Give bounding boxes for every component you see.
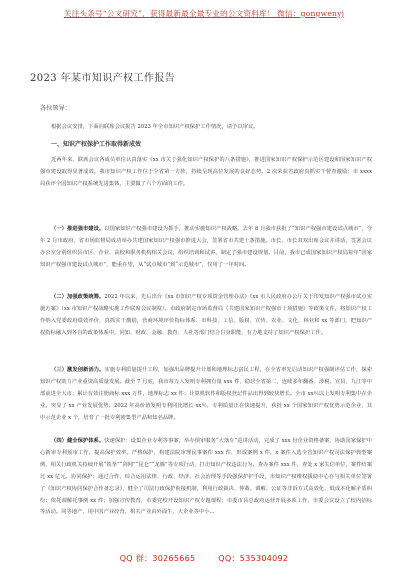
paragraph-heading: （三）激发创新活力。 <box>51 367 105 373</box>
section-heading: 一、知识产权保护工作取得新成效 <box>51 141 142 148</box>
paragraph-heading: （二）加强政策统筹。 <box>51 294 105 300</box>
paragraph-heading: （四）健全保护体系。 <box>51 438 105 444</box>
paragraph-heading: （一）推进强市建设。 <box>51 226 105 232</box>
section-intro-paragraph: 近两年来，联席会议各成员单位认真落实《xx 市关于强化知识产权保护的八条措施》，推进国家知识产权保护示范区建设和国家知识产权强市建设取得显著成效。我市知识产权工作位于全省第一方阵，持续呈现高位发展的良好态势。2 次荣获省政府真抓实干督查激励；市 xxxx 局获评全国知识产权系统先进集体，主要做了六个方面的工作。 <box>40 157 372 187</box>
paragraph-innovation <box>40 365 372 425</box>
paragraph-body: 实施专利质量提升工程，加强出品牌提升计划和地理标志富民工程，在全省率先启动知识产权强制评估工作，探索知识产权助力产业重资高质量发展。截至 7 月底，我市每万人发明专利拥有量 xxx 件，稳居全省第二，连续多年翻番、涉税、宣县、九江等中部前进全大市；累计有效注册商标 xxx 万件，地理标志 xx 件；计算机软件和版权登记件品出得到较快增长。全市 xx％以上发明专利集中在企业。突显了 xx 产业发展优势。2022 年高价值发明专利同比增长 xx％，专利质量正在快速提升，获批 xx 个国家知识产权优势示范企业，其中示范企业 x 个，培育了一批专利密集型产品和知名品牌。 <box>40 367 372 421</box>
qq-group-label: QQ 群：30265665 <box>119 554 196 563</box>
promo-banner-link[interactable] <box>0 8 408 19</box>
intro-paragraph: 根据会议安排，下面向联席会议报告 2023 年全市知识产权保护工作情况，请予以审议。 <box>51 124 259 130</box>
promo-banner-text: 关注头条号“公文研究”，获得最新最全最专业的公文资料库！ 微信：gongwenyj <box>63 9 345 18</box>
paragraph-body: 以国家知识产权强市建设为抓手，推动实施知识产权战略。去年 8 月我市获批了“知识产权强市建设试点城市”，今年 2 月市政府、省市场监督局成功举办共建国家知识产权强市推进大会，签署省市共建十条措施。市长、市长双双出席会议并讲话，签署会议办公室分别组织县市区、企业、高校和职务机构相关会议，组织培训和试讲，制定了强市建设规划。目前，我市已成国家知识产权局每年“国家知识产权强市建设试点城市”，能重在望，从“试点城市”到“示范城市”，仅用了一年时间。 <box>40 226 372 268</box>
paragraph-strong-city <box>40 224 372 272</box>
paragraph-policy <box>40 292 372 340</box>
paragraph-protection <box>40 436 372 546</box>
contact-footer <box>0 553 408 564</box>
greeting: 各位领导： <box>40 105 71 112</box>
paragraph-body: 2022 年以来，先后出台《xx 市知识产权专项资金管理办法》《xx 市人民政府办公厅关于印发知识产权强市试点实施方案》（xx 市知识产权战略实施工作联席会议制度）。市政府制定市场监督局《共建国家知识产权强市十项措施》等政策文件，将知识产权工作纳入党委政府绩效评价，真抓实干激励，营商环境评价指标体系、市科技、工信、版权、宣传、农业、文化、林业和 xx 等部门，把知识产权指标融入到各自的政策体系中，同知、财政、金融、教育、人社等部门结合自身职能，有力地支持了知识产权保护工作。 <box>40 294 372 336</box>
document-title: 2023 年某市知识产权工作报告 <box>30 73 176 84</box>
qq-label: QQ：535304092 <box>218 554 289 563</box>
paragraph-body: 快速保护：设集企业专利等事案，举办预审服务“大落车”巡讲活动，完成了 xxx 份企业资格备案，协助国家保护中心新审专利预审工作。提高保护效率。严格保护，构建法院审理民事案件 xxx 件，形成案例 x 件，x 案件入选全省知识产权司法保护典型案例，相关行政机关持续开展“铁拳”“剑网”“昆仑”“龙腾”等专项行动，打击知识产权违法行为，查办案件 xxx 件，查处 x 家失信单位，案件结案比 xx 亿元。协同保护：通过合作，综合运用法律、行政、经济、社会治理等手段强保护护手段，市知识产权维权援助中心在与相关单位签署了《知识产权协同保护合作备忘录》，健全了司法行政保护衔接机制，利用行政裁决、仲裁、调解、公证等非诉方式高效化、低成本化解矛盾纠纷；依托调解托事例 xx 件；加强宣传教育，市委党校开设知识产权专题课程；市委市县总政府运营开展多项工作，市委会议设立了校内招标等活动。同等地产，用中国产业经营，相关产业由外面生，大企业等中小... <box>40 438 372 516</box>
